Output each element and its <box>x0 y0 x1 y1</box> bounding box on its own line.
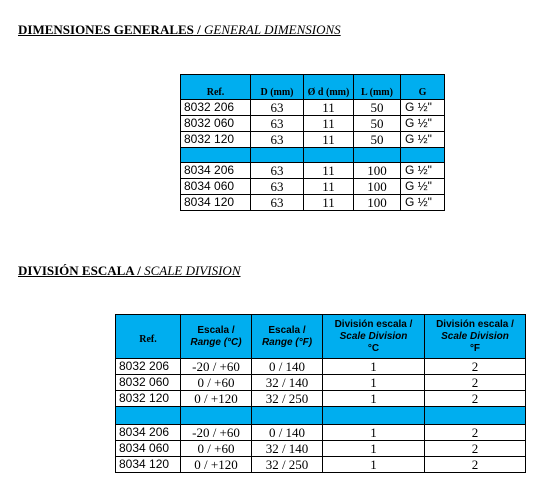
value-cell: 0 / +120 <box>181 391 252 407</box>
value-cell: 50 <box>354 100 401 116</box>
header-g: G <box>401 75 445 100</box>
value-cell: 2 <box>425 391 526 407</box>
separator-cell <box>181 148 251 163</box>
separator-cell <box>251 148 304 163</box>
header-range-f: Escala / Range (°F) <box>252 315 323 359</box>
table-row <box>181 116 445 132</box>
value-cell: 0 / +120 <box>181 457 252 473</box>
group-separator-row <box>116 407 526 425</box>
value-cell: G ½" <box>401 163 445 179</box>
value-cell: 11 <box>304 100 354 116</box>
header-d: D (mm) <box>251 75 304 100</box>
value-cell: 11 <box>304 195 354 211</box>
value-cell: 1 <box>323 457 425 473</box>
value-cell: 50 <box>354 132 401 148</box>
separator-cell <box>425 407 526 425</box>
table-row <box>181 163 445 179</box>
value-cell: 2 <box>425 425 526 441</box>
value-cell: 1 <box>323 375 425 391</box>
title-separator: / <box>193 22 205 37</box>
table-row <box>181 179 445 195</box>
ref-cell: 8032 120 <box>181 132 251 148</box>
value-cell: 63 <box>251 116 304 132</box>
value-cell: G ½" <box>401 100 445 116</box>
ref-cell: 8032 060 <box>116 375 181 391</box>
header-ref: Ref. <box>181 75 251 100</box>
table-row <box>116 457 526 473</box>
value-cell: 11 <box>304 163 354 179</box>
separator-cell <box>181 407 252 425</box>
value-cell: 63 <box>251 163 304 179</box>
title-english: GENERAL DIMENSIONS <box>204 22 341 37</box>
value-cell: 11 <box>304 132 354 148</box>
header-division-c: División escala / Scale Division °C <box>323 315 425 359</box>
header-ref: Ref. <box>116 315 181 359</box>
ref-cell: 8034 120 <box>116 457 181 473</box>
general-dimensions-table <box>180 74 445 211</box>
ref-cell: 8032 060 <box>181 116 251 132</box>
value-cell: 63 <box>251 132 304 148</box>
table-row <box>116 425 526 441</box>
value-cell: 32 / 140 <box>252 375 323 391</box>
value-cell: 2 <box>425 359 526 375</box>
value-cell: G ½" <box>401 195 445 211</box>
separator-cell <box>252 407 323 425</box>
value-cell: 1 <box>323 359 425 375</box>
value-cell: 2 <box>425 375 526 391</box>
header-l: L (mm) <box>354 75 401 100</box>
value-cell: 100 <box>354 195 401 211</box>
header-range-c: Escala / Range (°C) <box>181 315 252 359</box>
section-title-scale-division <box>18 263 241 279</box>
ref-cell: 8032 206 <box>116 359 181 375</box>
ref-cell: 8034 206 <box>181 163 251 179</box>
table-row <box>181 195 445 211</box>
value-cell: G ½" <box>401 132 445 148</box>
table-row <box>116 375 526 391</box>
ref-cell: 8034 120 <box>181 195 251 211</box>
value-cell: 0 / 140 <box>252 425 323 441</box>
value-cell: 63 <box>251 179 304 195</box>
value-cell: 11 <box>304 179 354 195</box>
table-row <box>181 132 445 148</box>
separator-cell <box>401 148 445 163</box>
group-separator-row <box>181 148 445 163</box>
scale-division-table <box>115 314 526 473</box>
value-cell: 0 / 140 <box>252 359 323 375</box>
value-cell: 1 <box>323 441 425 457</box>
value-cell: 1 <box>323 391 425 407</box>
separator-cell <box>116 407 181 425</box>
ref-cell: 8032 206 <box>181 100 251 116</box>
value-cell: -20 / +60 <box>181 359 252 375</box>
title-separator: / <box>133 263 145 278</box>
value-cell: G ½" <box>401 116 445 132</box>
value-cell: 100 <box>354 163 401 179</box>
value-cell: 2 <box>425 441 526 457</box>
header-od: Ø d (mm) <box>304 75 354 100</box>
table-row <box>181 100 445 116</box>
table-row <box>116 391 526 407</box>
value-cell: 0 / +60 <box>181 441 252 457</box>
title-spanish: DIMENSIONES GENERALES <box>18 22 194 37</box>
value-cell: 100 <box>354 179 401 195</box>
separator-cell <box>323 407 425 425</box>
table-row <box>116 441 526 457</box>
table-header-row <box>181 75 445 100</box>
separator-cell <box>354 148 401 163</box>
ref-cell: 8034 060 <box>116 441 181 457</box>
value-cell: G ½" <box>401 179 445 195</box>
title-spanish: DIVISIÓN ESCALA <box>18 263 134 278</box>
ref-cell: 8034 060 <box>181 179 251 195</box>
table-row <box>116 359 526 375</box>
value-cell: 32 / 250 <box>252 391 323 407</box>
value-cell: 63 <box>251 100 304 116</box>
value-cell: -20 / +60 <box>181 425 252 441</box>
section-title-general-dimensions <box>18 22 341 38</box>
separator-cell <box>304 148 354 163</box>
value-cell: 0 / +60 <box>181 375 252 391</box>
header-division-f: División escala / Scale Division °F <box>425 315 526 359</box>
value-cell: 32 / 250 <box>252 457 323 473</box>
value-cell: 11 <box>304 116 354 132</box>
table-header-row <box>116 315 526 359</box>
value-cell: 2 <box>425 457 526 473</box>
value-cell: 50 <box>354 116 401 132</box>
ref-cell: 8032 120 <box>116 391 181 407</box>
title-english: SCALE DIVISION <box>144 263 241 278</box>
value-cell: 32 / 140 <box>252 441 323 457</box>
ref-cell: 8034 206 <box>116 425 181 441</box>
value-cell: 63 <box>251 195 304 211</box>
value-cell: 1 <box>323 425 425 441</box>
